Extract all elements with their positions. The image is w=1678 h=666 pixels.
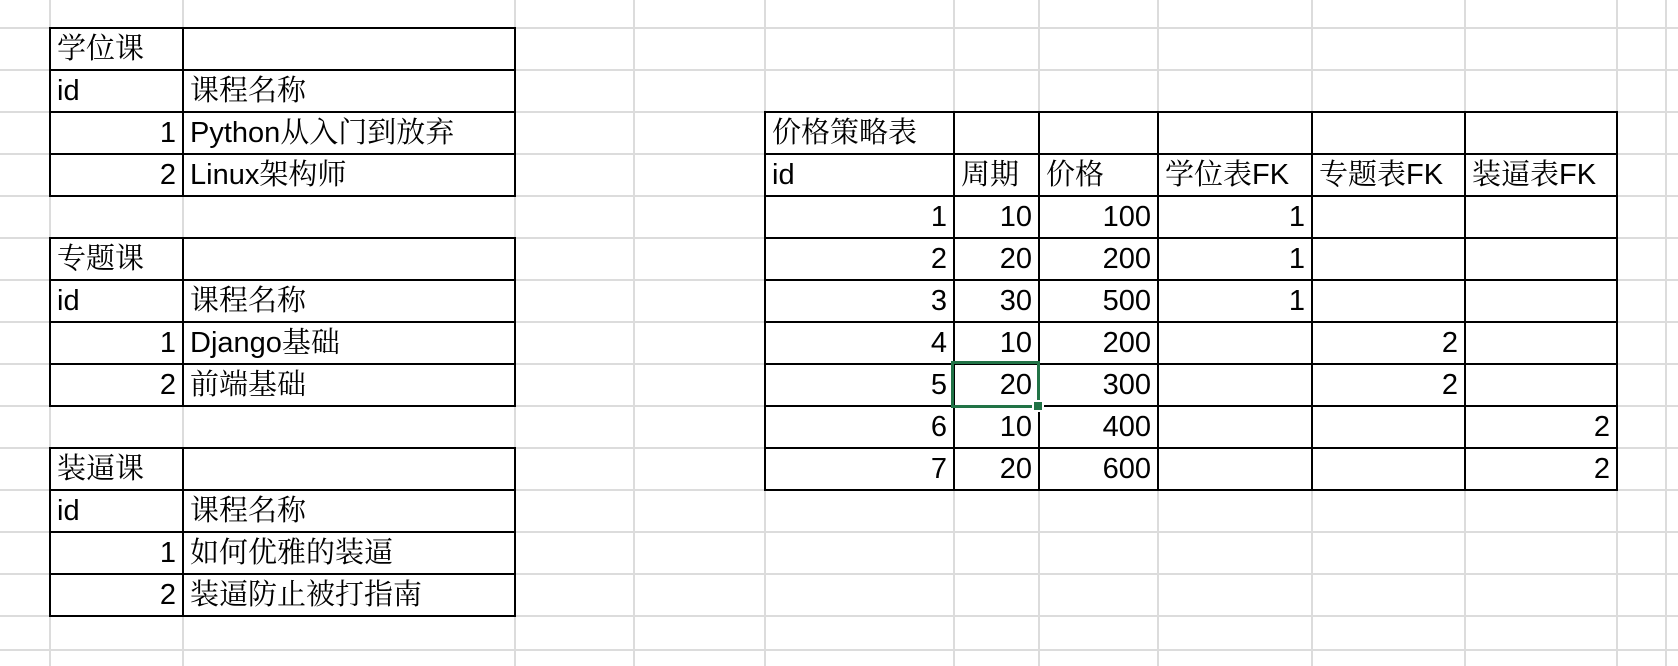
header-cell[interactable]: 课程名称 (183, 70, 515, 112)
cell[interactable]: 1 (50, 532, 183, 574)
cell[interactable] (1465, 280, 1617, 322)
table-row (50, 448, 515, 490)
table-row (50, 574, 515, 616)
header-cell[interactable]: 装逼表FK (1465, 154, 1617, 196)
table-row (765, 154, 1617, 196)
cell[interactable]: 20 (954, 448, 1039, 490)
header-cell[interactable]: 价格 (1039, 154, 1158, 196)
cell[interactable]: 7 (765, 448, 954, 490)
course-table-1 (49, 27, 516, 197)
table-row (50, 154, 515, 196)
cell[interactable]: 600 (1039, 448, 1158, 490)
header-cell[interactable]: id (50, 280, 183, 322)
table-title-cell[interactable]: 学位课 (50, 28, 183, 70)
cell[interactable]: 1 (50, 112, 183, 154)
cell[interactable] (1158, 448, 1312, 490)
cell[interactable]: 前端基础 (183, 364, 515, 406)
cell[interactable] (1465, 322, 1617, 364)
cell[interactable] (1312, 238, 1465, 280)
cell[interactable]: 2 (50, 364, 183, 406)
selected-cell-outline[interactable] (951, 361, 1040, 408)
table-row (765, 280, 1617, 322)
cell[interactable] (183, 238, 515, 280)
cell[interactable]: 20 (954, 238, 1039, 280)
header-cell[interactable]: 专题表FK (1312, 154, 1465, 196)
table-row (50, 490, 515, 532)
cell[interactable]: 10 (954, 406, 1039, 448)
cell[interactable] (183, 448, 515, 490)
cell[interactable]: 1 (50, 322, 183, 364)
header-cell[interactable]: 课程名称 (183, 280, 515, 322)
cell[interactable]: 5 (765, 364, 954, 406)
cell[interactable] (1158, 322, 1312, 364)
fill-handle[interactable] (1032, 400, 1044, 412)
cell[interactable] (1039, 112, 1158, 154)
cell[interactable]: 装逼防止被打指南 (183, 574, 515, 616)
cell[interactable]: 300 (1039, 364, 1158, 406)
cell[interactable] (1158, 364, 1312, 406)
header-cell[interactable]: id (765, 154, 954, 196)
cell[interactable]: 10 (954, 322, 1039, 364)
price-table (764, 111, 1618, 491)
cell[interactable]: 2 (1312, 322, 1465, 364)
cell[interactable]: Linux架构师 (183, 154, 515, 196)
table-row (50, 238, 515, 280)
cell[interactable]: 1 (765, 196, 954, 238)
cell[interactable] (1312, 280, 1465, 322)
table-row (50, 28, 515, 70)
cell[interactable]: 10 (954, 196, 1039, 238)
table-row (765, 406, 1617, 448)
table-row (765, 448, 1617, 490)
cell[interactable]: 4 (765, 322, 954, 364)
cell[interactable]: 2 (1465, 406, 1617, 448)
course-table-2 (49, 237, 516, 407)
cell[interactable] (1312, 448, 1465, 490)
cell[interactable]: 30 (954, 280, 1039, 322)
header-cell[interactable]: 课程名称 (183, 490, 515, 532)
cell[interactable] (1312, 406, 1465, 448)
table-title-cell[interactable]: 装逼课 (50, 448, 183, 490)
header-cell[interactable]: 周期 (954, 154, 1039, 196)
cell[interactable] (1312, 196, 1465, 238)
cell[interactable]: 2 (50, 154, 183, 196)
table-row (765, 112, 1617, 154)
table-row (50, 70, 515, 112)
cell[interactable] (1465, 364, 1617, 406)
cell[interactable] (954, 112, 1039, 154)
cell[interactable]: 200 (1039, 322, 1158, 364)
cell[interactable] (1158, 406, 1312, 448)
header-cell[interactable]: id (50, 70, 183, 112)
cell[interactable]: 200 (1039, 238, 1158, 280)
header-cell[interactable]: id (50, 490, 183, 532)
cell[interactable]: 1 (1158, 238, 1312, 280)
cell[interactable] (1312, 112, 1465, 154)
table-row (765, 364, 1617, 406)
cell[interactable] (183, 28, 515, 70)
cell[interactable]: 1 (1158, 196, 1312, 238)
header-cell[interactable]: 学位表FK (1158, 154, 1312, 196)
cell[interactable]: 20 (954, 364, 1039, 406)
cell[interactable]: 2 (1465, 448, 1617, 490)
cell[interactable]: 3 (765, 280, 954, 322)
table-row (765, 322, 1617, 364)
table-row (50, 322, 515, 364)
table-row (50, 532, 515, 574)
cell[interactable]: 500 (1039, 280, 1158, 322)
cell[interactable]: 400 (1039, 406, 1158, 448)
cell[interactable]: 100 (1039, 196, 1158, 238)
cell[interactable]: 如何优雅的装逼 (183, 532, 515, 574)
cell[interactable]: 2 (1312, 364, 1465, 406)
cell[interactable]: 6 (765, 406, 954, 448)
cell[interactable]: 2 (765, 238, 954, 280)
cell[interactable] (1465, 112, 1617, 154)
cell[interactable]: 1 (1158, 280, 1312, 322)
cell[interactable]: Python从入门到放弃 (183, 112, 515, 154)
table-row (50, 364, 515, 406)
table-row (765, 196, 1617, 238)
cell[interactable]: 2 (50, 574, 183, 616)
course-table-3 (49, 447, 516, 617)
cell[interactable] (1465, 238, 1617, 280)
table-title-cell[interactable]: 专题课 (50, 238, 183, 280)
cell[interactable]: Django基础 (183, 322, 515, 364)
table-row (50, 280, 515, 322)
table-row (765, 238, 1617, 280)
table-title-cell[interactable]: 价格策略表 (765, 112, 954, 154)
cell[interactable] (1465, 196, 1617, 238)
cell[interactable] (1158, 112, 1312, 154)
table-row (50, 112, 515, 154)
